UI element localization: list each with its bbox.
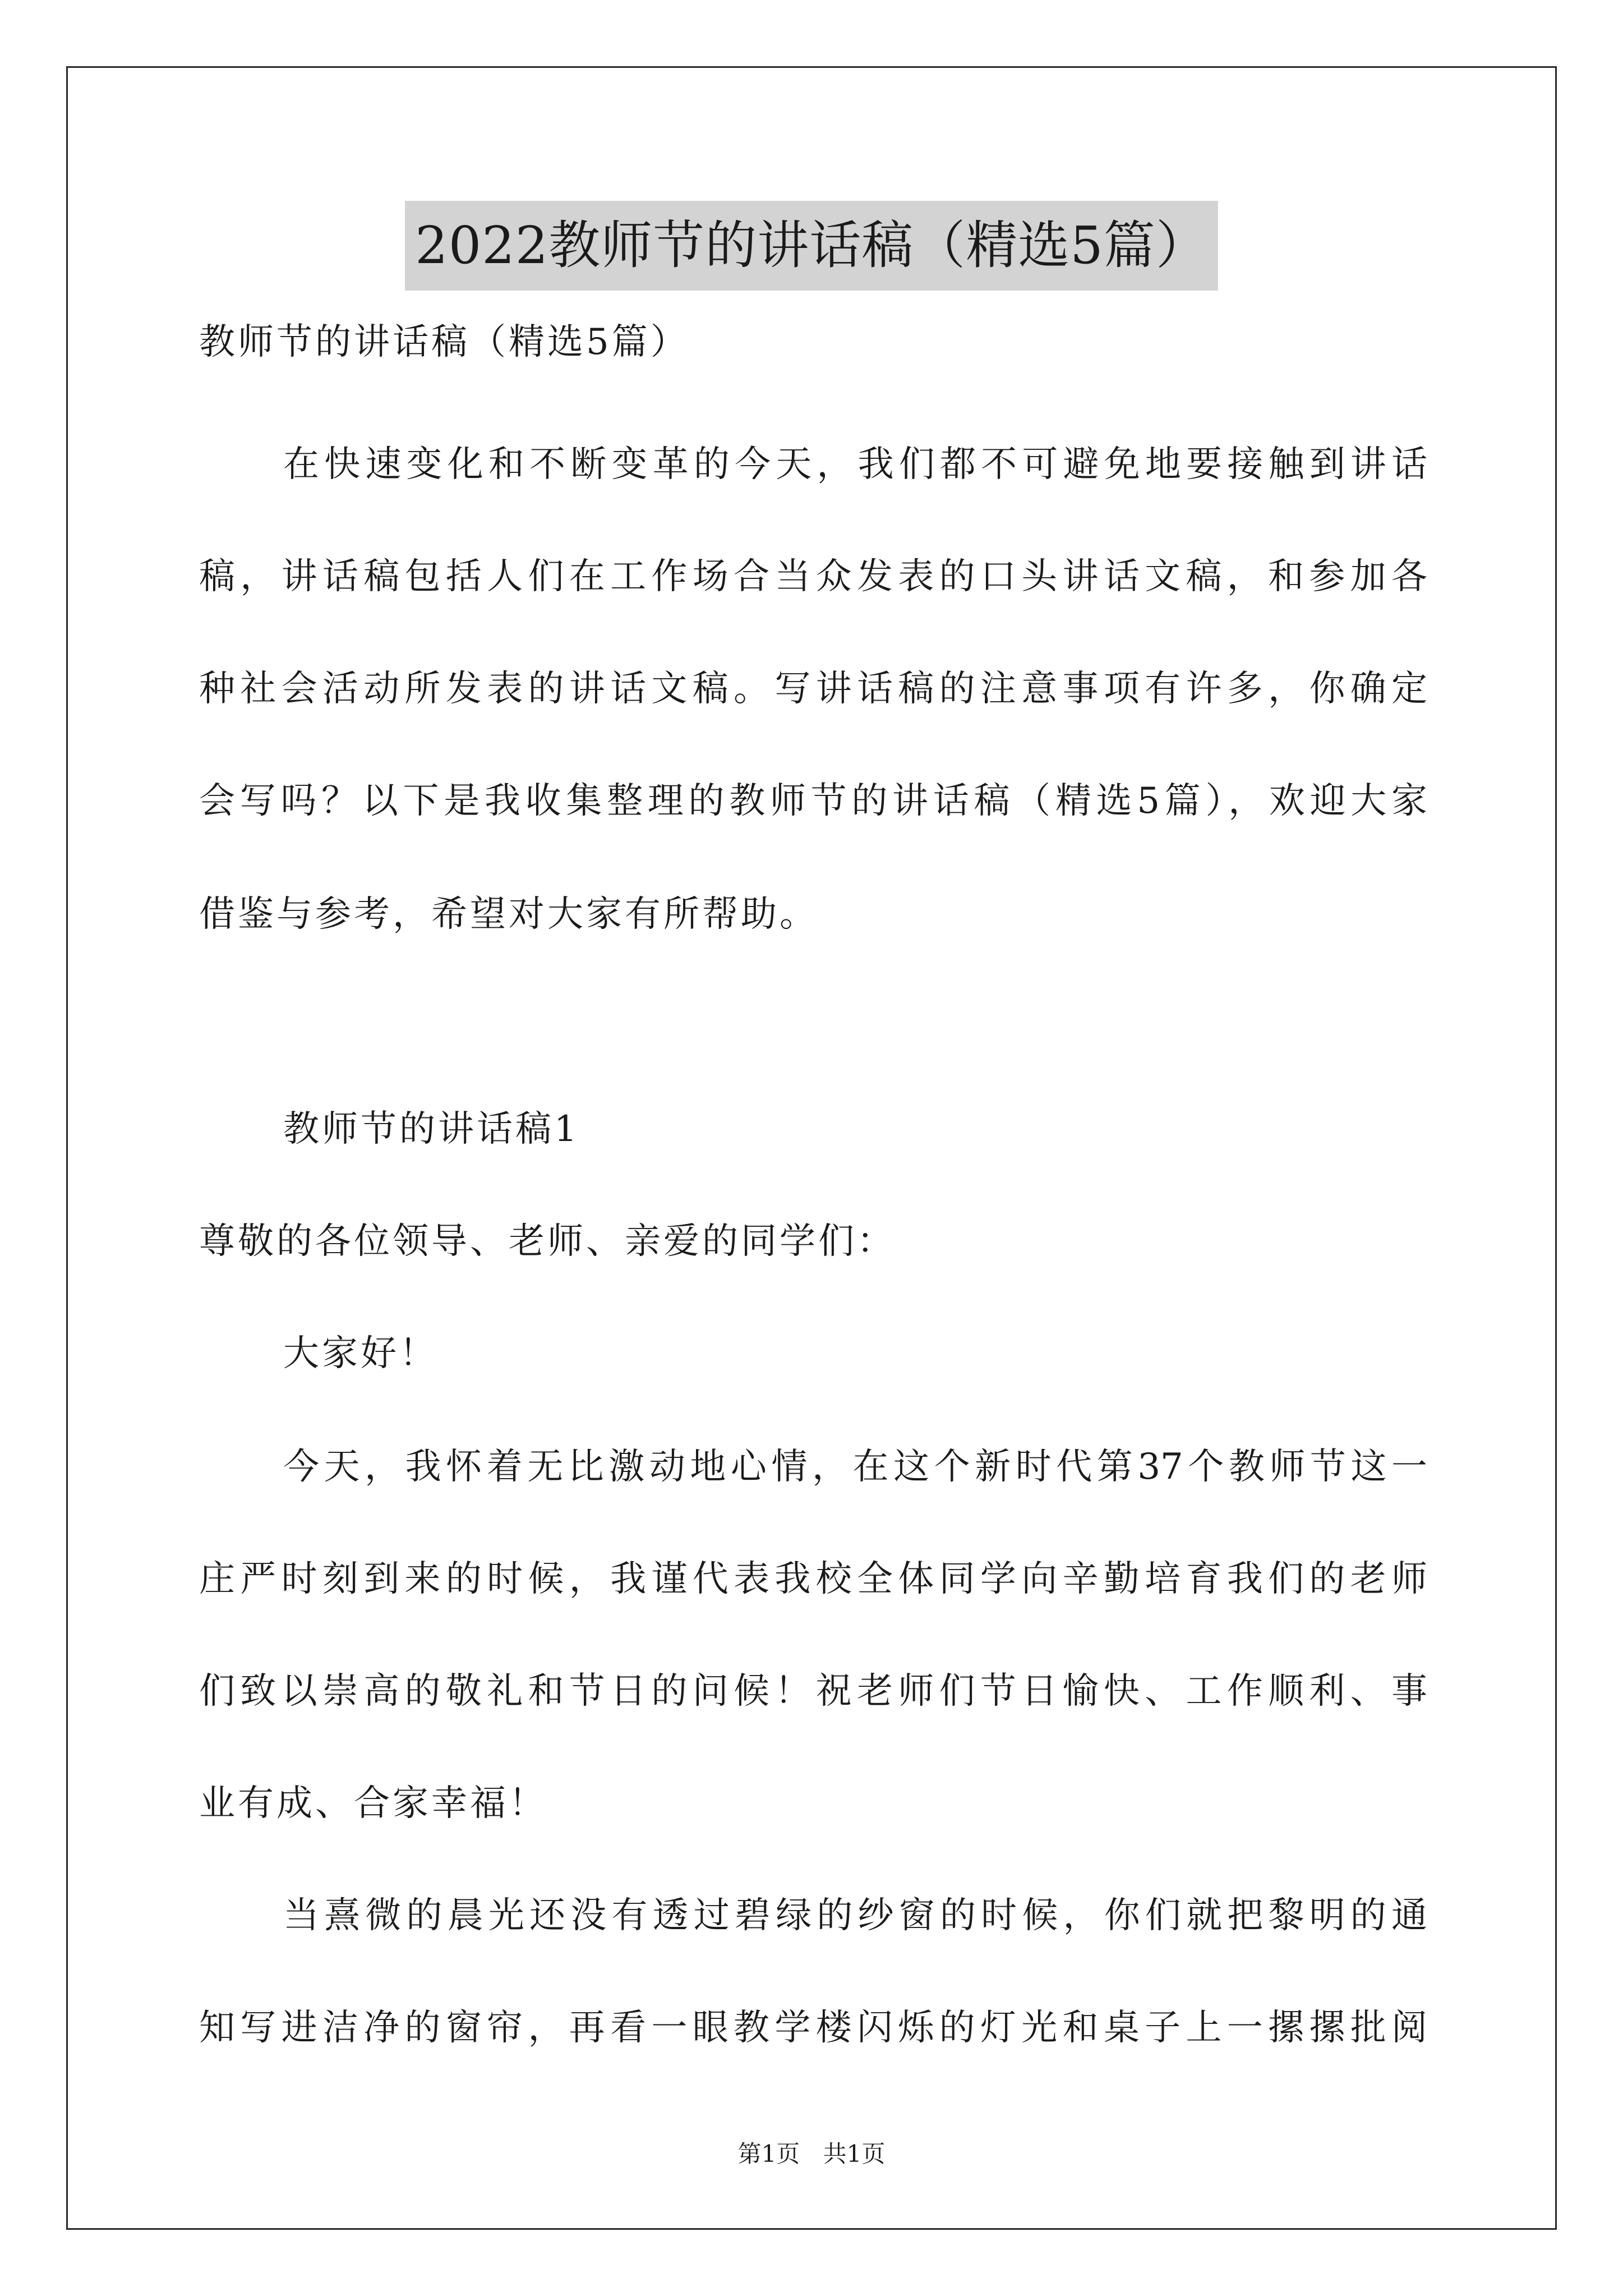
intro-line-4: 会写吗？以下是我收集整理的教师节的讲话稿（精选5篇），欢迎大家 — [199, 780, 1427, 822]
page-total: 共1页 — [823, 2140, 886, 2168]
intro-line-2: 稿，讲话稿包括人们在工作场合当众发表的口头讲话文稿，和参加各 — [199, 556, 1427, 597]
para1-line-2: 庄严时刻到来的时候，我谨代表我校全体同学向辛勤培育我们的老师 — [199, 1558, 1427, 1600]
salutation: 尊敬的各位领导、老师、亲爱的同学们： — [199, 1221, 896, 1262]
para1-line-3: 们致以崇高的敬礼和节日的问候！祝老师们节日愉快、工作顺利、事 — [199, 1671, 1427, 1712]
para1-line-4: 业有成、合家幸福！ — [199, 1783, 547, 1824]
document-subtitle: 教师节的讲话稿（精选5篇） — [199, 321, 689, 363]
title-container — [0, 201, 1623, 291]
page-footer — [0, 2137, 1623, 2171]
document-title: 2022教师节的讲话稿（精选5篇） — [405, 201, 1218, 291]
intro-line-1: 在快速变化和不断变革的今天，我们都不可避免地要接触到讲话 — [283, 444, 1427, 485]
intro-line-5: 借鉴与参考，希望对大家有所帮助。 — [199, 894, 818, 935]
para2-line-2: 知写进洁净的窗帘，再看一眼教学楼闪烁的灯光和桌子上一摞摞批阅 — [199, 2007, 1427, 2049]
intro-line-3: 种社会活动所发表的讲话文稿。写讲话稿的注意事项有许多，你确定 — [199, 668, 1427, 710]
para2-line-1: 当熹微的晨光还没有透过碧绿的纱窗的时候，你们就把黎明的通 — [283, 1895, 1427, 1936]
page-number: 第1页 — [737, 2140, 800, 2168]
section-heading: 教师节的讲话稿1 — [283, 1108, 580, 1150]
para1-line-1: 今天，我怀着无比激动地心情，在这个新时代第37个教师节这一 — [283, 1446, 1427, 1488]
greeting: 大家好！ — [283, 1333, 438, 1374]
